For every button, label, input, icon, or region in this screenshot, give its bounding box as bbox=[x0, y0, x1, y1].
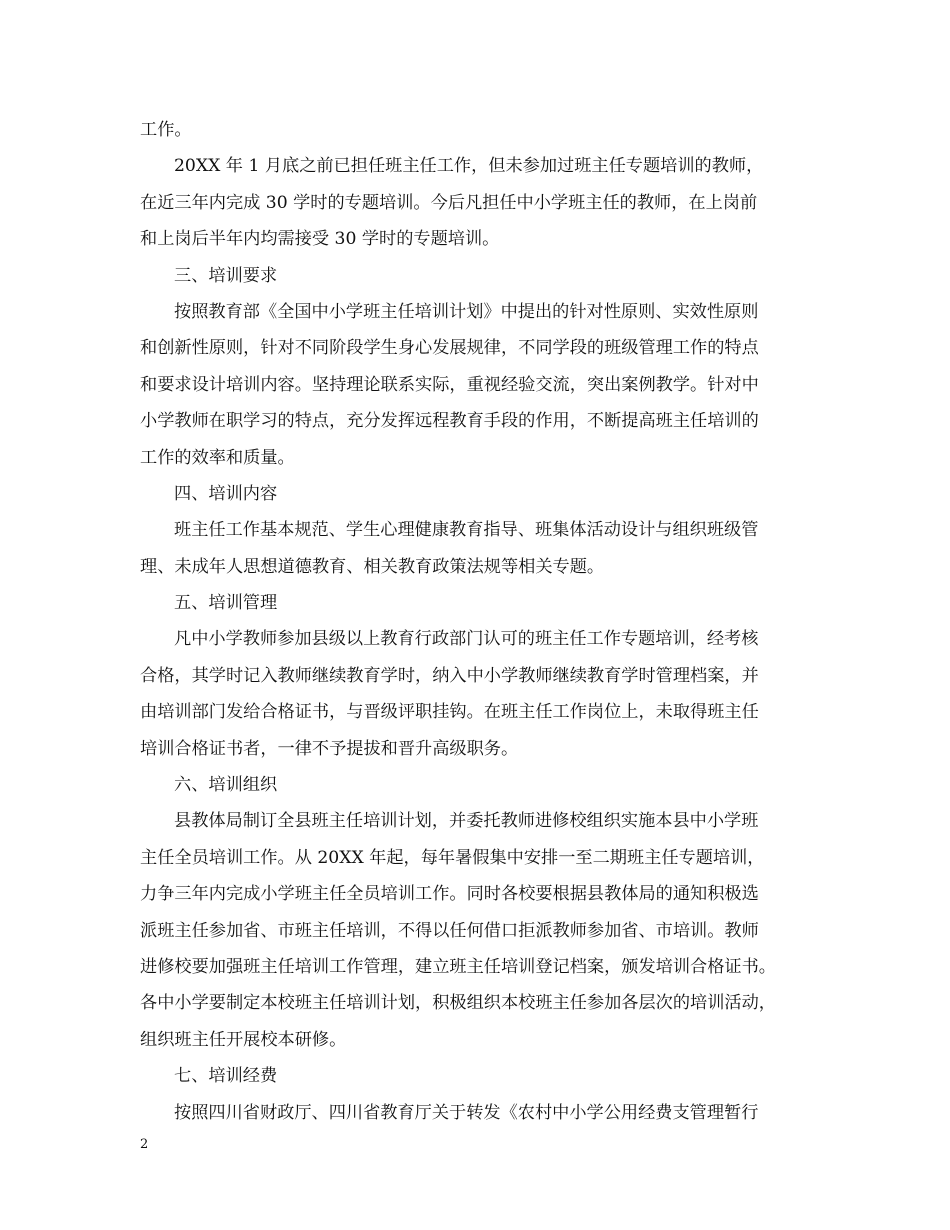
page-number: 2 bbox=[140, 1137, 149, 1152]
text-line: 各中小学要制定本校班主任培训计划，积极组织本校班主任参加各层次的培训活动， bbox=[140, 993, 776, 1014]
text-line: 凡中小学教师参加县级以上教育行政部门认可的班主任工作专题培训，经考核 bbox=[174, 629, 759, 650]
document-body bbox=[140, 112, 815, 1131]
text-line: 工作的效率和质量。 bbox=[140, 447, 295, 468]
text-line: 合格，其学时记入教师继续教育学时，纳入中小学教师继续教育学时管理档案，并 bbox=[140, 665, 759, 686]
text-line: 由培训部门发给合格证书，与晋级评职挂钩。在班主任工作岗位上，未取得班主任 bbox=[140, 702, 759, 723]
text-line: 培训合格证书者，一律不予提拔和晋升高级职务。 bbox=[140, 738, 519, 759]
text-line: 和上岗后半年内均需接受 30 学时的专题培训。 bbox=[140, 229, 500, 250]
text-line: 班主任工作基本规范、学生心理健康教育指导、班集体活动设计与组织班级管 bbox=[174, 520, 759, 541]
section-heading: 七、培训经费 bbox=[174, 1066, 278, 1087]
text-line: 和要求设计培训内容。坚持理论联系实际，重视经验交流，突出案例教学。针对中 bbox=[140, 374, 759, 395]
text-line: 在近三年内完成 30 学时的专题培训。今后凡担任中小学班主任的教师，在上岗前 bbox=[140, 192, 758, 213]
text-line: 理、未成年人思想道德教育、相关教育政策法规等相关专题。 bbox=[140, 556, 605, 577]
text-line: 派班主任参加省、市班主任培训，不得以任何借口拒派教师参加省、市培训。教师 bbox=[140, 920, 759, 941]
section-heading: 三、培训要求 bbox=[174, 265, 278, 286]
text-line: 组织班主任开展校本研修。 bbox=[140, 1029, 347, 1050]
text-line: 县教体局制订全县班主任培训计划，并委托教师进修校组织实施本县中小学班 bbox=[174, 811, 759, 832]
section-heading: 四、培训内容 bbox=[174, 483, 278, 504]
text-line: 力争三年内完成小学班主任全员培训工作。同时各校要根据县教体局的通知积极选 bbox=[140, 884, 759, 905]
text-line: 20XX 年 1 月底之前已担任班主任工作，但未参加过班主任专题培训的教师， bbox=[174, 156, 764, 177]
text-line: 工作。 bbox=[140, 120, 192, 140]
section-heading: 五、培训管理 bbox=[174, 593, 278, 614]
text-line: 和创新性原则，针对不同阶段学生身心发展规律，不同学段的班级管理工作的特点 bbox=[140, 338, 759, 359]
text-line: 进修校要加强班主任培训工作管理，建立班主任培训登记档案，颁发培训合格证书。 bbox=[140, 956, 776, 977]
text-line: 小学教师在职学习的特点，充分发挥远程教育手段的作用，不断提高班主任培训的 bbox=[140, 411, 759, 432]
section-heading: 六、培训组织 bbox=[174, 775, 278, 796]
text-line: 按照四川省财政厅、四川省教育厅关于转发《农村中小学公用经费支管理暂行 bbox=[174, 1102, 759, 1123]
text-line: 按照教育部《全国中小学班主任培训计划》中提出的针对性原则、实效性原则 bbox=[174, 301, 759, 322]
text-line: 主任全员培训工作。从 20XX 年起，每年暑假集中安排一至二期班主任专题培训， bbox=[140, 847, 765, 868]
